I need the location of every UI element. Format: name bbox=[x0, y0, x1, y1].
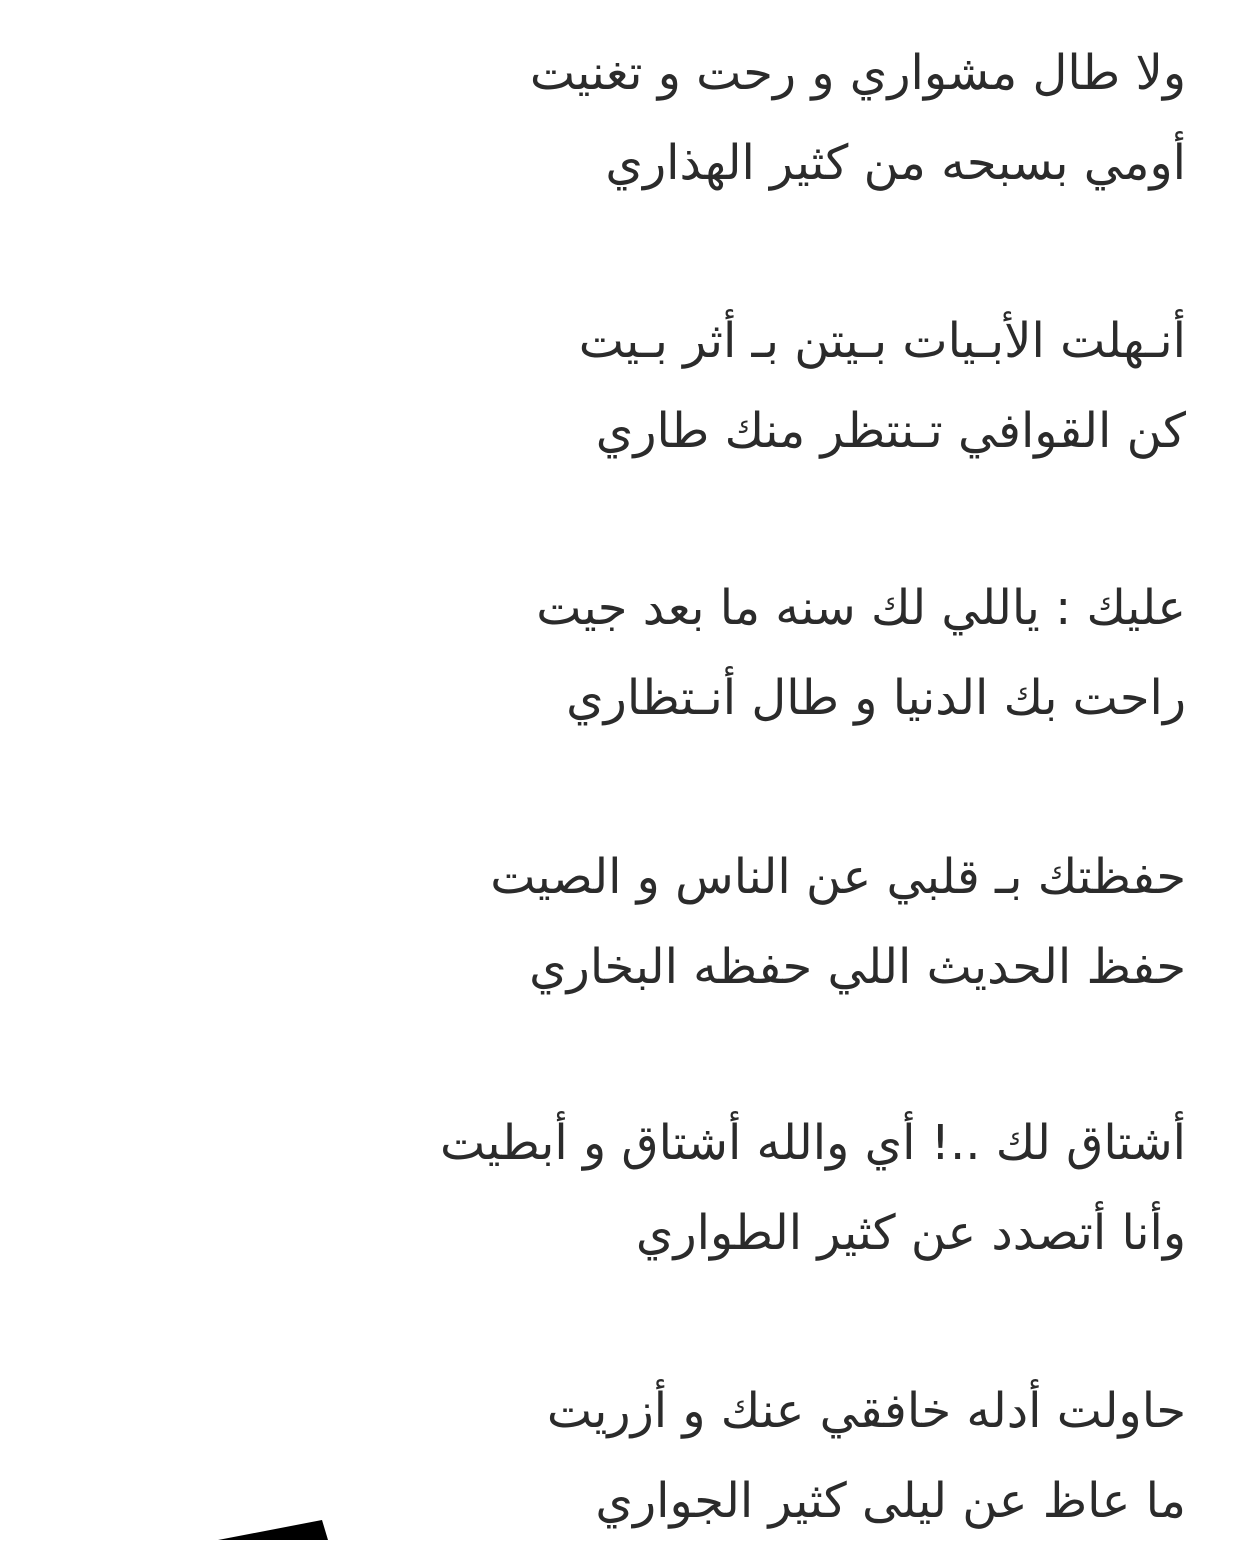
verse-line: حفظتك بـ قلبي عن الناس و الصيت bbox=[490, 849, 1186, 905]
verse-line: حاولت أدله خافقي عنك و أزريت bbox=[546, 1383, 1186, 1439]
verse-line: عليك : ياللي لك سنه ما بعد جيت bbox=[536, 580, 1186, 636]
verse-line: أنـهلت الأبـيات بـيتن بـ أثر بـيت bbox=[578, 313, 1186, 369]
verse-line: وأنا أتصدد عن كثير الطواري bbox=[635, 1205, 1186, 1261]
verse-line: راحت بك الدنيا و طال أنـتظاري bbox=[566, 670, 1186, 726]
verse-line: ولا طال مشواري و رحت و تغنيت bbox=[529, 45, 1186, 101]
stanza-3 bbox=[86, 563, 1186, 743]
stanza-1 bbox=[86, 28, 1186, 208]
verse-line: حفظ الحديث اللي حفظه البخاري bbox=[529, 939, 1186, 995]
verse-line: كن القوافي تـنتظر منك طاري bbox=[595, 403, 1186, 459]
stanza-4 bbox=[86, 832, 1186, 1012]
verse-line: أومي بسبحه من كثير الهذاري bbox=[605, 135, 1186, 191]
stanza-5 bbox=[86, 1098, 1186, 1278]
verse-line: ما عاظ عن ليلى كثير الجواري bbox=[595, 1473, 1186, 1529]
verse-line: أشتاق لك ..! أي والله أشتاق و أبطيت bbox=[440, 1115, 1186, 1171]
stanza-2 bbox=[86, 296, 1186, 476]
stanza-6 bbox=[86, 1366, 1186, 1546]
